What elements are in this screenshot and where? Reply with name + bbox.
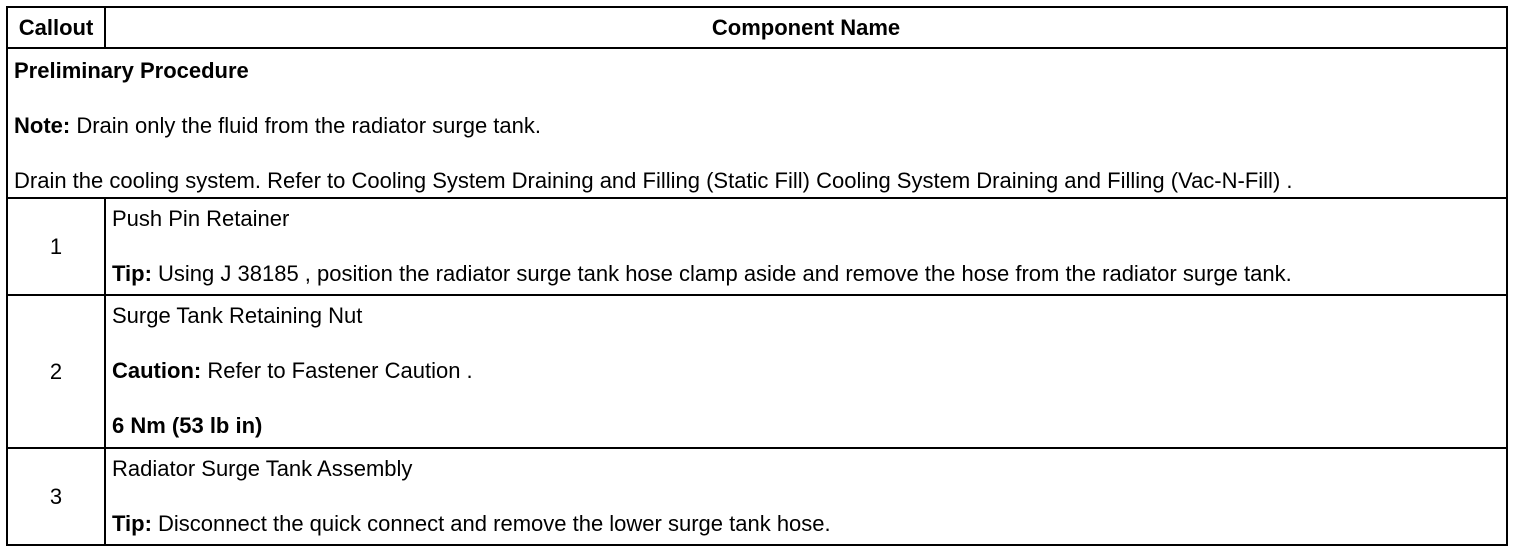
callout-number: 1 [7, 198, 105, 295]
preliminary-note [14, 108, 1506, 163]
callout-number: 2 [7, 295, 105, 448]
component-name-column-header: Component Name [105, 7, 1507, 48]
caution-label: Caution: [112, 358, 202, 383]
component-name: Radiator Surge Tank Assembly [112, 456, 413, 481]
table-row [7, 448, 1507, 545]
component-name: Surge Tank Retaining Nut [112, 303, 363, 328]
header-row [7, 7, 1507, 48]
component-cell [105, 295, 1507, 448]
callout-number: 3 [7, 448, 105, 545]
preliminary-row [7, 48, 1507, 198]
preliminary-cell [7, 48, 1507, 198]
tip-text: Using J 38185 , position the radiator surge tank hose clamp aside and remove the hose from the radiator surge tank. [151, 261, 1292, 286]
caution-line [112, 357, 1506, 385]
table-row [7, 198, 1507, 295]
table-row [7, 295, 1507, 448]
callout-column-header: Callout [7, 7, 105, 48]
procedure-sheet [6, 6, 1508, 546]
component-cell [105, 198, 1507, 295]
caution-text: Refer to Fastener Caution . [201, 358, 473, 383]
tip-label: Tip: [112, 261, 152, 286]
tip-line [112, 260, 1506, 288]
component-cell [105, 448, 1507, 545]
tip-line [112, 510, 1506, 538]
torque-spec: 6 Nm (53 lb in) [112, 413, 263, 438]
note-label: Note: [14, 113, 71, 138]
note-text: Drain only the fluid from the radiator surge tank. [70, 113, 542, 138]
component-name: Push Pin Retainer [112, 206, 290, 231]
preliminary-title: Preliminary Procedure [14, 58, 249, 83]
tip-text: Disconnect the quick connect and remove the lower surge tank hose. [151, 511, 831, 536]
preliminary-instruction: Drain the cooling system. Refer to Cooling System Draining and Filling (Static Fill) Cooling System Draining and Filling (Vac-N-Fill) . [14, 168, 1293, 193]
tip-label: Tip: [112, 511, 152, 536]
component-table [6, 6, 1508, 546]
